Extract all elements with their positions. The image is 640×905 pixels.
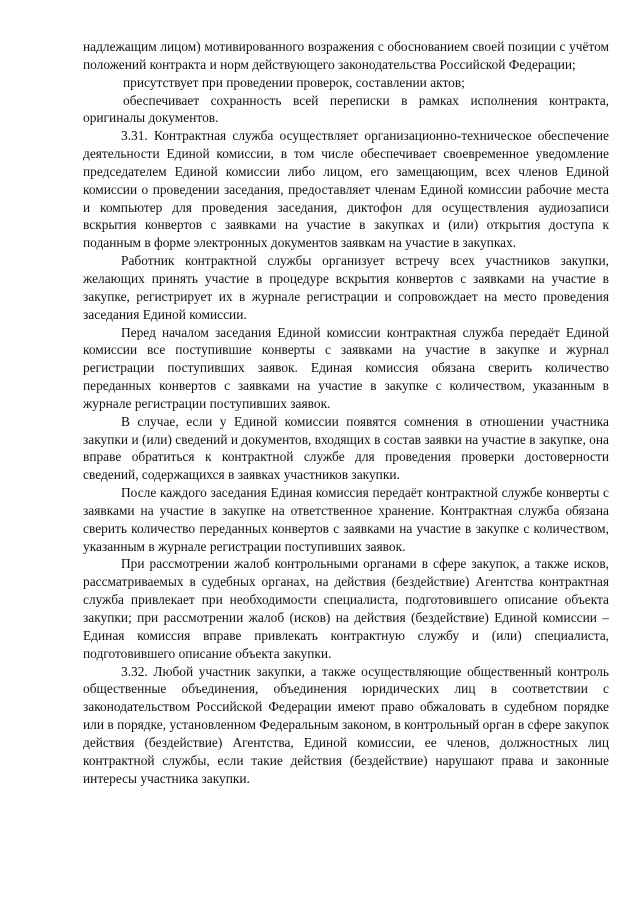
paragraph-before-session: Перед началом заседания Единой комиссии контрактная служба передаёт Единой комиссии все поступившие конверты с заявками на участие в закупке и журнал регистрации поступивших заявок. Единая комиссия обязана сверить количество переданных конвертов с заявками на участие в закупке с количеством, указанным в журнале регистрации поступивших заявок. [83,324,609,411]
paragraph-after-session: После каждого заседания Единая комиссия передаёт контрактной службе конверты с заявками на участие в закупке на ответственное хранение. Контрактная служба обязана сверить количество переданных конвертов с заявками на участие в закупке с количеством, указанным в журнале регистрации поступивших заявок. [83,485,609,554]
paragraph-section-3-31: 3.31. Контрактная служба осуществляет организационно-техническое обеспечение деятельности Единой комиссии, в том числе обеспечивает своевременное уведомление председателем Единой комиссии либо лицом, его замещающим, всех членов Единой комиссии о проведении заседания, предоставляет членам Единой комиссии рабочие места и компьютер для проведения заседания, диктофон для осуществления аудиозаписи вскрытия конвертов с заявками на участие в закупках и (или) открытия доступа к поданным в форме электронных документов заявкам на участие в закупках. [83,128,609,251]
paragraph-inspections: присутствует при проведении проверок, составлении актов; [123,74,465,90]
paragraph-correspondence: обеспечивает сохранность всей переписки в рамках исполнения контракта, оригиналы документов. [83,92,609,126]
paragraph-complaints: При рассмотрении жалоб контрольными органами в сфере закупок, а также исков, рассматриваемых в судебных органах, на действия (бездействие) Агентства контрактная служба привлекает при необходимости специалиста, подготовившего описание объекта закупки; при рассмотрении жалоб (исков) на действия (бездействие) Единой комиссии – Единая комиссия вправе привлекать контрактную службу и (или) специалиста, подготовившего описание объекта закупки. [83,556,609,661]
paragraph-doubts: В случае, если у Единой комиссии появятся сомнения в отношении участника закупки и (или) сведений и документов, входящих в состав заявки на участие в закупке, она вправе обратиться к контрактной службе для проведения проверки достоверности сведений, содержащихся в заявках участников закупки. [83,413,609,483]
paragraph-participants-meeting: Работник контрактной службы организует встречу всех участников закупки, желающих принять участие в процедуре вскрытия конвертов с заявками на участие в закупке, регистрирует их в журнале регистрации и сопровождает на место проведения заседания Единой комиссии. [83,253,609,322]
paragraph-continuation: надлежащим лицом) мотивированного возражения с обоснованием своей позиции с учётом положений контракта и норм действующего законодательства Российской Федерации; [83,39,609,72]
paragraph-section-3-32: 3.32. Любой участник закупки, а также осуществляющие общественный контроль общественные объединения, объединения юридических лиц в соответствии с законодательством Российской Федерации имеют право обжаловать в судебном порядке или в порядке, установленном Федеральным законом, в контрольный орган в сфере закупок действия (бездействие) Агентства, Единой комиссии, ее членов, должностных лиц контрактной службы, если такие действия (бездействие) нарушают права и законные интересы участника закупки. [83,663,609,786]
